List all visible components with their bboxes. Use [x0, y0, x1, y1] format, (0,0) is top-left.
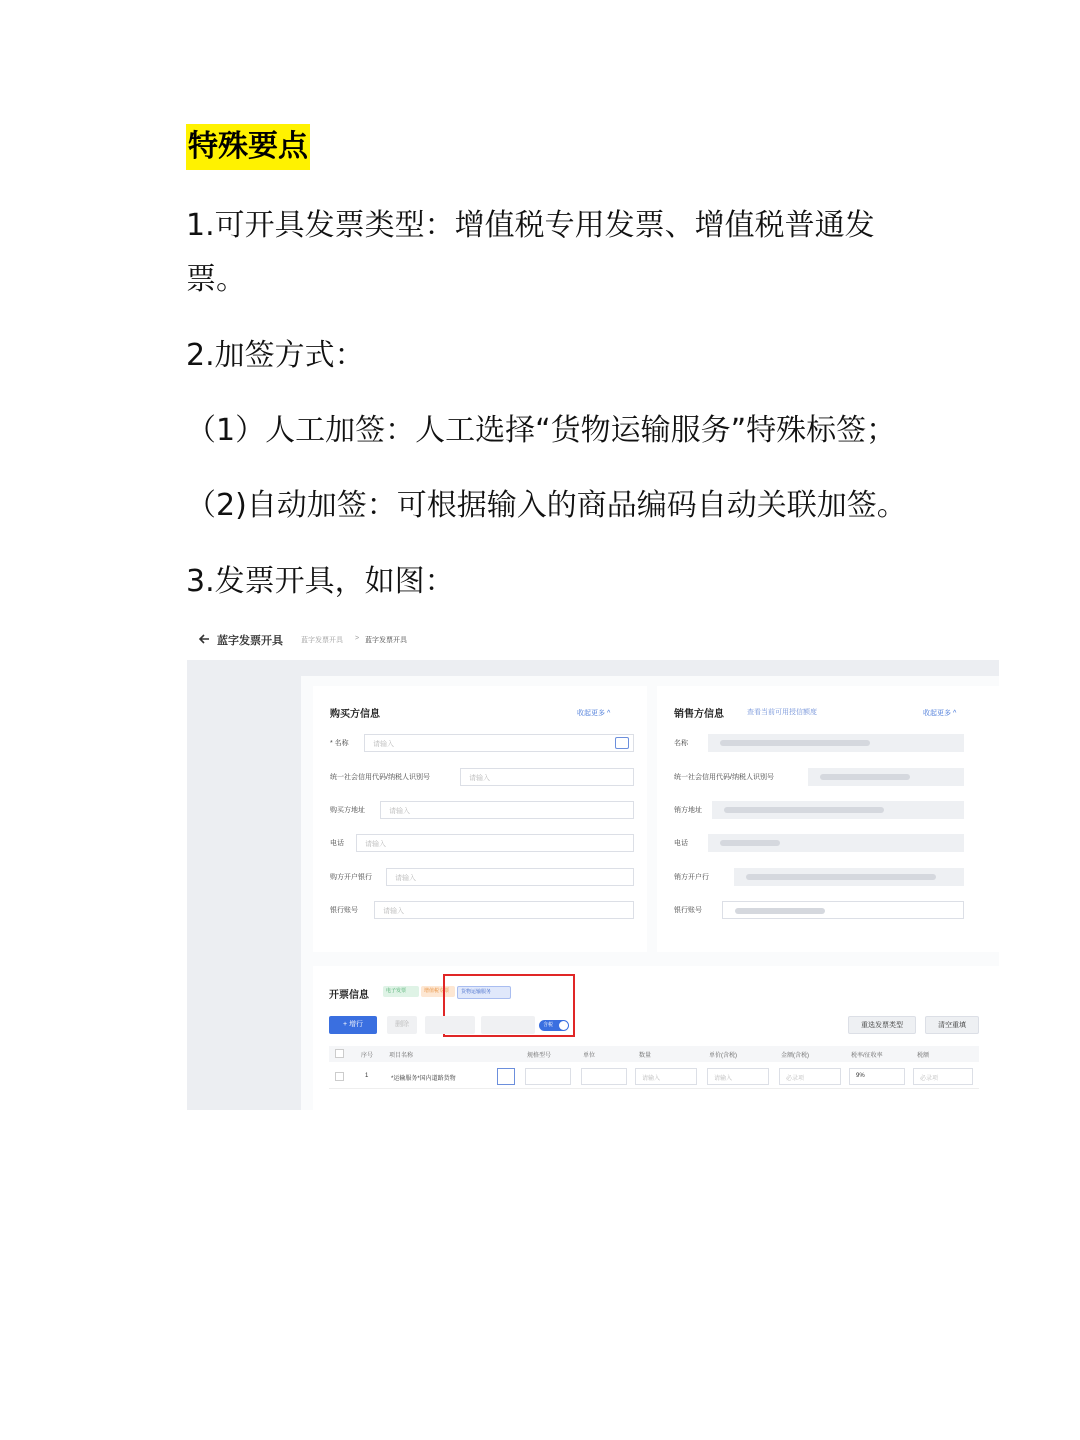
invoice-info-card: [313, 966, 999, 1110]
col-unit: 单位: [583, 1053, 596, 1059]
blurred-value: [808, 768, 964, 786]
placeholder: 请输入: [365, 841, 386, 848]
tag-e-invoice[interactable]: 电子发票: [383, 986, 419, 997]
add-row-button[interactable]: + 增行: [329, 1016, 377, 1034]
seller-address-row: [674, 801, 974, 819]
placeholder: 请输入: [383, 908, 404, 915]
col-tax: 税额: [917, 1053, 930, 1059]
field-label: 统一社会信用代码/纳税人识别号: [674, 774, 774, 781]
toggle-label: 含税: [543, 1022, 554, 1028]
breadcrumb-current: 蓝字发票开具: [365, 637, 407, 644]
buyer-collapse-link[interactable]: 收起更多 ^: [577, 710, 611, 717]
form-area: [301, 676, 999, 1110]
spec-input[interactable]: [525, 1068, 571, 1085]
invoice-types-line: 1.可开具发票类型：增值税专用发票、增值税普通发: [186, 208, 875, 243]
tag-freight-service[interactable]: 货物运输服务: [457, 986, 511, 999]
price-input[interactable]: [707, 1068, 769, 1085]
col-rate: 税率/征收率: [851, 1053, 883, 1059]
buyer-phone-input[interactable]: [356, 834, 634, 852]
buyer-taxid-input[interactable]: [460, 768, 634, 786]
field-label: 银行账号: [330, 907, 358, 914]
placeholder: 请输入: [389, 808, 410, 815]
page-title: 特殊要点: [186, 124, 310, 170]
buyer-info-card: [313, 686, 647, 952]
unit-input[interactable]: [581, 1068, 627, 1085]
seller-name-row: [674, 734, 974, 752]
placeholder: 请输入: [469, 775, 490, 782]
screenshot-body: [187, 660, 999, 1110]
seller-phone-row: [674, 834, 974, 852]
seller-account-select[interactable]: [722, 901, 964, 919]
buyer-address-input[interactable]: [380, 801, 634, 819]
rate-select[interactable]: [849, 1068, 905, 1085]
buyer-name-input[interactable]: [364, 734, 634, 752]
invoice-types-line-continued: 票。: [186, 262, 246, 297]
col-amount: 金额(含税): [781, 1053, 809, 1059]
seller-bank-row: [674, 868, 974, 886]
row-item-name: *运输服务*国内道路货物: [391, 1076, 456, 1082]
disabled-button[interactable]: [481, 1016, 535, 1034]
blurred-value: [708, 834, 964, 852]
invoice-issue-heading: 3.发票开具，如图：: [186, 564, 455, 599]
buyer-account-input[interactable]: [374, 901, 634, 919]
blurred-value: [708, 734, 964, 752]
tag-special-invoice[interactable]: 增值税专票: [421, 986, 455, 997]
tax-input[interactable]: [913, 1068, 973, 1085]
buyer-account-row: [330, 901, 634, 919]
placeholder: 请输入: [373, 741, 394, 748]
placeholder: 必录项: [786, 1076, 805, 1082]
item-picker-icon[interactable]: [497, 1068, 515, 1085]
field-label: 银行账号: [674, 907, 702, 914]
field-label: 统一社会信用代码/纳税人识别号: [330, 774, 430, 781]
buyer-name-row: [330, 734, 634, 752]
table-row: [329, 1066, 979, 1089]
invoice-title: 开票信息: [329, 990, 369, 1001]
buyer-phone-row: [330, 834, 634, 852]
field-label: 购买方地址: [330, 807, 365, 814]
seller-credit-link[interactable]: 查看当前可用授信额度: [747, 709, 817, 716]
field-label: 电话: [330, 840, 344, 847]
signing-method-heading: 2.加签方式：: [186, 338, 365, 373]
screenshot-header: [187, 622, 999, 660]
amount-input[interactable]: [779, 1068, 841, 1085]
seller-account-row: [674, 901, 974, 919]
field-label: 购方开户银行: [330, 874, 372, 881]
field-label: 销方开户行: [674, 874, 709, 881]
breadcrumb-item[interactable]: 蓝字发票开具: [301, 637, 343, 644]
row-checkbox[interactable]: [335, 1072, 344, 1081]
placeholder: 请输入: [642, 1076, 661, 1082]
buyer-taxid-row: [330, 768, 634, 786]
col-qty: 数量: [639, 1053, 652, 1059]
select-all-checkbox[interactable]: [335, 1049, 344, 1058]
seller-info-card: [657, 686, 999, 952]
seller-taxid-row: [674, 768, 974, 786]
blurred-value: [734, 868, 964, 886]
delete-button[interactable]: 删除: [387, 1016, 417, 1034]
row-index: 1: [365, 1073, 369, 1079]
invoice-screenshot: [187, 622, 999, 1110]
field-label: 电话: [674, 840, 688, 847]
buyer-address-row: [330, 801, 634, 819]
field-label: 名称: [674, 740, 688, 747]
screenshot-title: 蓝字发票开具: [217, 635, 283, 647]
field-label: 销方地址: [674, 807, 702, 814]
contact-picker-icon[interactable]: [615, 737, 629, 749]
col-index: 序号: [361, 1053, 374, 1059]
buyer-bank-input[interactable]: [386, 868, 634, 886]
arrow-left-icon[interactable]: [197, 632, 211, 646]
col-spec: 规格型号: [527, 1053, 552, 1059]
manual-signing-line: （1）人工加签：人工选择“货物运输服务”特殊标签；: [186, 413, 897, 448]
table-header: [329, 1046, 979, 1062]
placeholder: 必录项: [920, 1076, 939, 1082]
blurred-value: [712, 801, 964, 819]
buyer-title: 购买方信息: [330, 709, 380, 720]
disabled-button[interactable]: [425, 1016, 475, 1034]
buyer-bank-row: [330, 868, 634, 886]
auto-signing-line: （2)自动加签：可根据输入的商品编码自动关联加签。: [186, 488, 907, 523]
placeholder: 请输入: [714, 1076, 733, 1082]
field-label: * 名称: [330, 740, 349, 747]
tax-included-toggle[interactable]: [539, 1020, 569, 1031]
clear-button[interactable]: 清空重填: [925, 1016, 979, 1034]
seller-title: 销售方信息: [674, 709, 724, 720]
reselect-invoice-type-button[interactable]: 重选发票类型: [848, 1016, 916, 1034]
col-item-name: 项目名称: [389, 1053, 414, 1059]
col-price: 单价(含税): [709, 1053, 737, 1059]
qty-input[interactable]: [635, 1068, 697, 1085]
breadcrumb-separator: >: [355, 635, 360, 642]
seller-collapse-link[interactable]: 收起更多 ^: [923, 710, 957, 717]
placeholder: 请输入: [395, 875, 416, 882]
rate-value: 9%: [856, 1073, 865, 1079]
